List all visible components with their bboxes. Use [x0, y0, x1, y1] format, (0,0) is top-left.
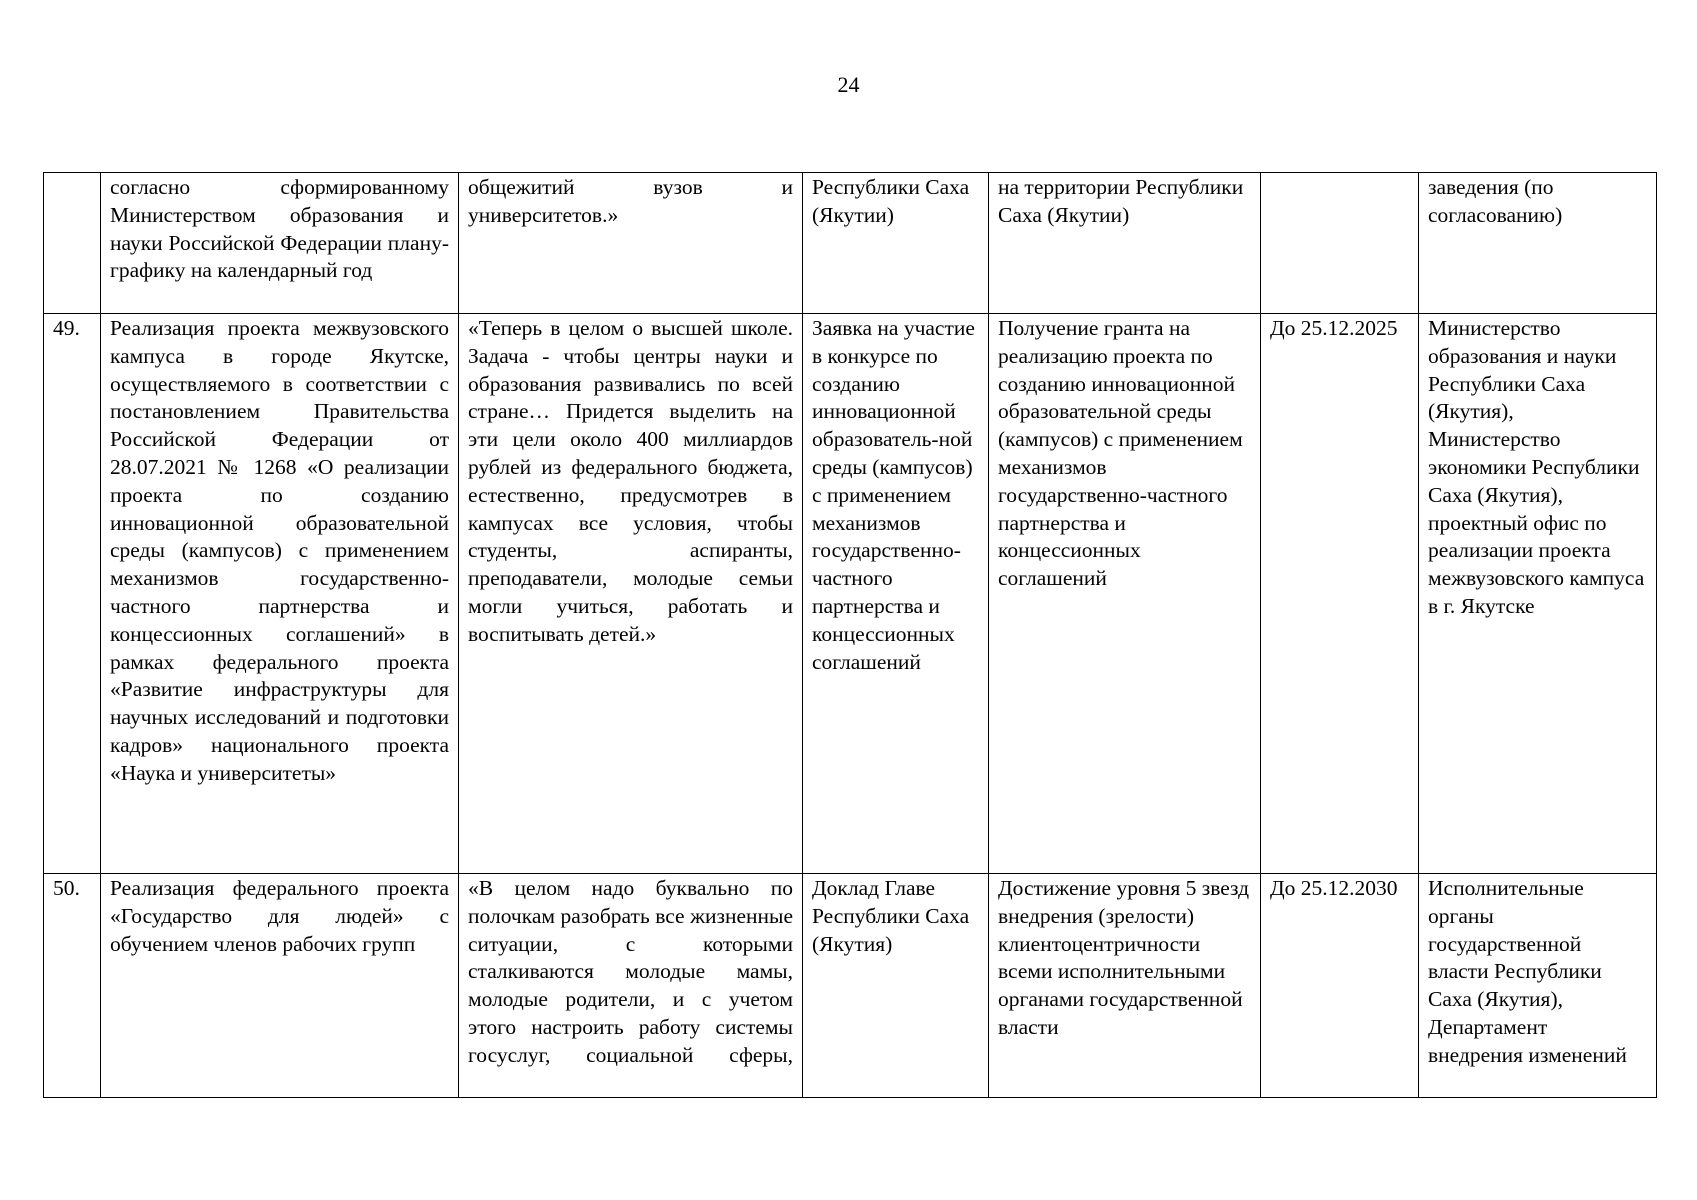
result-cell: Республики Саха (Якутии) — [803, 173, 989, 314]
responsible-cell: Министерство образования и науки Республики Саха (Якутия), Министерство экономики Республики Саха (Якутия), проектный офис по реализации проекта межвузовского кампуса в г. Якутске — [1419, 314, 1657, 874]
table-row — [44, 314, 1657, 874]
deadline-cell — [1261, 173, 1419, 314]
table-row — [44, 874, 1657, 1098]
action-plan-table — [43, 172, 1657, 1098]
indicator-cell: Достижение уровня 5 звезд внедрения (зрелости) клиентоцентричности всеми исполнительными органами государственной власти — [989, 874, 1261, 1098]
result-cell: Доклад Главе Республики Саха (Якутия) — [803, 874, 989, 1098]
action-cell: Реализация федерального проекта «Государство для людей» с обучением членов рабочих групп — [101, 874, 459, 1098]
indicator-cell: Получение гранта на реализацию проекта по созданию инновационной образовательной среды (кампусов) с применением механизмов государственно-частного партнерства и концессионных соглашений — [989, 314, 1261, 874]
deadline-cell: До 25.12.2025 — [1261, 314, 1419, 874]
row-number: 49. — [44, 314, 101, 874]
table-row — [44, 173, 1657, 314]
deadline-cell: До 25.12.2030 — [1261, 874, 1419, 1098]
quote-cell: «Теперь в целом о высшей школе. Задача - чтобы центры науки и образования развивались по всей стране… Придется выделить на эти цели около 400 миллиардов рублей из федерального бюджета, естественно, предусмотрев в кампусах все условия, чтобы студенты, аспиранты, преподаватели, молодые семьи могли учиться, работать и воспитывать детей.» — [459, 314, 803, 874]
page-number: 24 — [837, 72, 860, 97]
result-cell: Заявка на участие в конкурсе по созданию инновационной образователь-ной среды (кампусов) с применением механизмов государственно-частного партнерства и концессионных соглашений — [803, 314, 989, 874]
responsible-cell: Исполнительные органы государственной власти Республики Саха (Якутия), Департамент внедрения изменений — [1419, 874, 1657, 1098]
indicator-cell: на территории Республики Саха (Якутии) — [989, 173, 1261, 314]
row-number — [44, 173, 101, 314]
quote-cell: «В целом надо буквально по полочкам разобрать все жизненные ситуации, с которыми сталкиваются молодые мамы, молодые родители, и с учетом этого настроить работу системы госуслуг, социальной сферы, — [459, 874, 803, 1098]
quote-cell: общежитий вузов и университетов.» — [459, 173, 803, 314]
action-cell: согласно сформированному Министерством образования и науки Российской Федерации плану-графику на календарный год — [101, 173, 459, 314]
action-cell: Реализация проекта межвузовского кампуса в городе Якутске, осуществляемого в соответствии с постановлением Правительства Российской Федерации от 28.07.2021 № 1268 «О реализации проекта по созданию инновационной образовательной среды (кампусов) с применением механизмов государственно-частного партнерства и концессионных соглашений» в рамках федерального проекта «Развитие инфраструктуры для научных исследований и подготовки кадров» национального проекта «Наука и университеты» — [101, 314, 459, 874]
responsible-cell: заведения (по согласованию) — [1419, 173, 1657, 314]
row-number: 50. — [44, 874, 101, 1098]
